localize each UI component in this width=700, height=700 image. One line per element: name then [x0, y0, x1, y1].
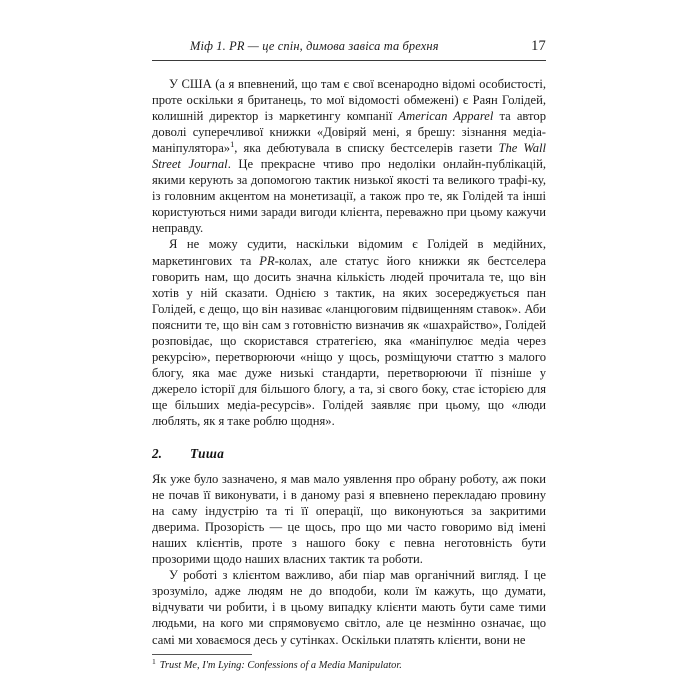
footnote — [152, 656, 546, 672]
text-run: -колах, але статус його книжки як бестселера говорить нам, що досить значна кількість людей прочитала те, що він хотів у ній сказати. Однією з тактик, на яких зосереджується пан Голідей, є дещо, що він називає «ланцюговим підвищенням ставок». Аби пояснити те, що він сам з готовністю визначив як «шахрайство», Голідей розповідає, що скористався стратегією, яка «маніпулює медіа через рекурсію», перетворюючи «ніщо у щось, розміщуючи статтю з малого блогу, яка має дуже низькі стандарти, перетворюючи її пізніше у джерело історії для більшого блогу, а та, зі свого боку, стає історією для ще більших медіа-ресурсів». Голідей заявляє при цьому, що «люди люблять, як я таке роблю щодня». — [152, 253, 546, 428]
page-number: 17 — [531, 38, 546, 54]
text-run: Як уже було зазначено, я мав мало уявлення про обрану роботу, аж поки не почав її виконувати, і в даному разі я впевнено перекладаю провину на саму індустрію та ті її операції, що виконуються за закритими дверима. Прозорість — це щось, про що ми часто говоримо від імені наших клієнтів, проте з нашого боку є певна неготовність бути прозорими щодо наших власних тактик та роботи. — [152, 472, 546, 567]
italic-run: The Wall Street Journal — [152, 141, 546, 172]
section-title: Тиша — [190, 446, 225, 462]
text-column — [152, 76, 546, 648]
footnote-reference: 1 — [230, 140, 235, 149]
paragraph — [152, 471, 546, 567]
text-run: У США (а я впевнений, що там є свої всенародно відомі особистості, проте оскільки я британець, то мої відомості обмежені) є Раян Голідей, колишній директор із маркетингу компанії — [152, 77, 546, 124]
italic-run: American Apparel — [398, 109, 494, 124]
section-number: 2. — [152, 446, 162, 462]
footnote-zone — [152, 654, 546, 672]
running-head — [152, 38, 546, 55]
italic-run: PR — [259, 253, 275, 268]
footnote-text: Trust Me, I'm Lying: Confessions of a Media Manipulator. — [159, 660, 402, 671]
footnote-marker: 1 — [152, 656, 156, 666]
text-run: . Це прекрасне чтиво про недоліки онлайн-публікацій, якими керують за допомогою тактик низької якості та великого трафі-ку, із головним акцентом на монетизації, а також про те, як Голідей та інші користуються ними заради вигоди клієнта, переважно при цьому кажучи неправду. — [152, 157, 546, 236]
paragraph — [152, 236, 546, 429]
running-head-title: Міф 1. PR — це спін, димова завіса та брехня — [190, 39, 439, 53]
text-run: , яка дебютувала в списку бестселерів газети — [234, 141, 499, 156]
header-rule — [152, 60, 546, 61]
text-run: У роботі з клієнтом важливо, аби піар мав органічний вигляд. І це зрозуміло, адже людям не до вподоби, коли їм кажуть, що думати, відчувати чи робити, і в цьому випадку клієнти мають бути саме тими людьми, на кого ми спрямовуємо світло, але це незмінно означає, що самі ми ховаємося десь у сутінках. Оскільки платять клієнти, вони не — [152, 568, 546, 647]
text-run: Я не можу судити, наскільки відомим є Голідей в медійних, маркетингових та — [152, 237, 546, 268]
footnote-separator-rule — [152, 654, 252, 655]
section-heading — [152, 429, 546, 471]
paragraph — [152, 76, 546, 236]
text-run: та автор доволі суперечливої книжки «Довіряй мені, я брешу: зізнання медіа-маніпулятора» — [152, 109, 546, 156]
paragraph — [152, 567, 546, 647]
